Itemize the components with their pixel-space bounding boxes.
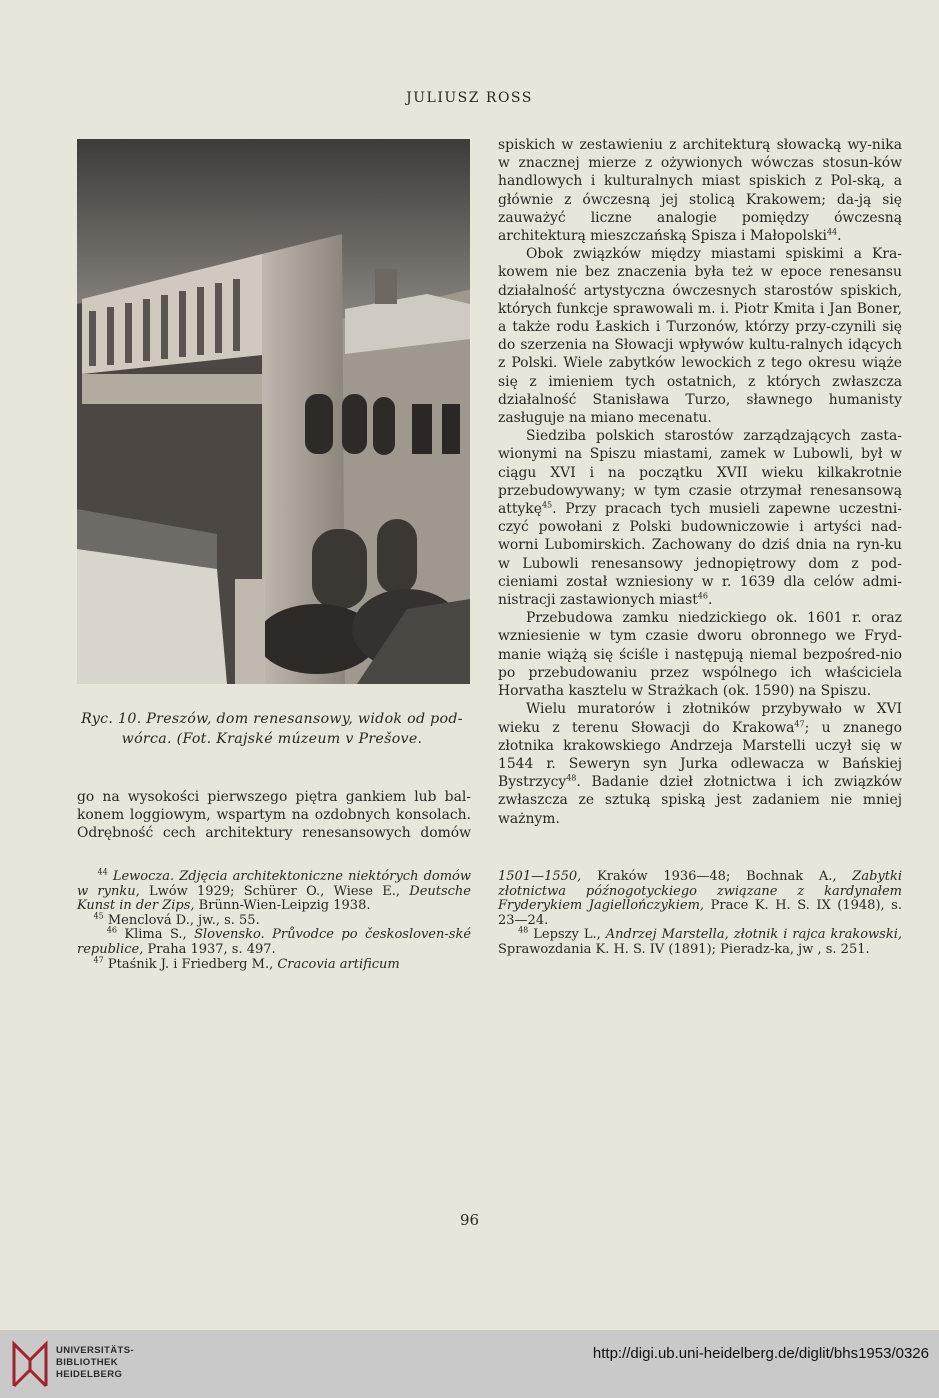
figure-photo [77, 139, 470, 684]
paragraph: spiskich w zestawieniu z architekturą słowacką wy-nika w znacznej mierze z ożywionych wówczas stosun-ków handlowych i kulturalnych miast spiskich z Pol-ską, a głównie z ówczesną jej stolicą Krakowem; da-ją się zauważyć liczne analogie pomiędzy ówczesną architekturą mieszczańską Spisza i Małopolski$^{44}$. [498, 137, 902, 245]
paragraph: Siedziba polskich starostów zarządzających zasta-wionymi na Spiszu miastami, zamek w Lubowli, był w ciągu XVI i na początku XVII wieku kilkakrotnie przebudowywany; w tym czasie otrzymał renesansową attykę$^{45}$. Przy pracach tych musieli zapewne uczestni-czyć powołani z Polski budowniczowie i artyści nad-worni Lubomirskich. Zachowany do dziś dnia na ryn-ku w Lubowli renesansowy jednopiętrowy dom z pod-cieniami został wzniesiony w r. 1639 dla celów admi-nistracji zastawionych miast$^{46}$. [498, 428, 902, 609]
left-column-text [77, 788, 471, 843]
caption-line: wórca. (Fot. Krajské múzeum v Prešove. [121, 731, 423, 747]
university-library-logo-icon [10, 1340, 50, 1388]
footnotes-left [77, 867, 472, 972]
footnote-46: $^{46}$ Klima S., Slovensko. Průvodce po českosloven-ské republice, Praha 1937, s. 497. [77, 926, 472, 957]
caption-line: Ryc. 10. Preszów, dom renesansowy, widok od pod- [81, 711, 463, 727]
paragraph: Przebudowa zamku niedzickiego ok. 1601 r. oraz wzniesienie w tym czasie dworu obronnego we Fryd-manie wiążą się ściśle i następują niemal bezpośred-nio po przebudowaniu przez wspólnego ich właściciela Horvatha kasztelu w Strażkach (ok. 1590) na Spiszu. [498, 610, 902, 700]
figure-caption [66, 709, 478, 749]
library-footer-bar [0, 1330, 939, 1398]
permalink-url[interactable]: http://digi.ub.uni-heidelberg.de/diglit/bhs1953/0326 [592, 1345, 929, 1362]
paragraph: Obok związków między miastami spiskimi a Kra-kowem nie bez znaczenia była też w epoce renesansu działalność artystyczna ówczesnych starostów spiskich, których funkcje sprawowali m. i. Piotr Kmita i Jan Boner, a także rodu Łaskich i Turzonów, którzy przy-czynili się do szerzenia na Słowacji wpływów kultu-ralnych idących z Polski. Wiele zabytków lewockich z tego okresu wiąże się z imieniem tych ostatnich, z których zwłaszcza działalność Stanisława Turzo, sławnego humanisty zasługuje na miano mecenatu. [498, 246, 902, 427]
footnote-ref: 47 [794, 718, 805, 728]
footnotes-right [498, 870, 902, 958]
right-column-text [498, 136, 902, 828]
text-line: go na wysokości pierwszego piętra gankiem lub bal- [77, 789, 471, 805]
text-line: konem loggiowym, wspartym na ozdobnych konsolach. [77, 807, 471, 824]
footnote-ref: 46 [697, 591, 708, 601]
footnote-44: $^{44}$ Lewocza. Zdjęcia architektoniczne niektórych domów w rynku, Lwów 1929; Schürer O., Wiese E., Deutsche Kunst in der Zips, Brünn-Wien-Leipzig 1938. [77, 867, 472, 914]
footnote-47-continued: 1501—1550, Kraków 1936—48; Bochnak A., Zabytki złotnictwa późnogotyckiego związane z kardynałem Fryderykiem Jagiellończykiem, Prace K. H. S. IX (1948), s. 23—24. [498, 869, 902, 928]
paragraph: Wielu muratorów i złotników przybywało w XVI wieku z terenu Słowacji do Krakowa$^{47}$; u znanego złotnika krakowskiego Andrzeja Marstelli uczył się w 1544 r. Seweryn syn Jurka odlewacza w Bańskiej Bystrzycy$^{48}$. Badanie dzieł złotnictwa i ich związków zwłaszcza ze sztuką spiską jest zadaniem nie mniej ważnym. [498, 701, 902, 827]
text-line: Odrębność cech architektury renesansowych domów [77, 825, 471, 842]
footnote-ref: 45 [541, 500, 553, 510]
running-head: JULIUSZ ROSS [406, 90, 533, 106]
library-name: UNIVERSITÄTS- BIBLIOTHEK HEIDELBERG [56, 1345, 135, 1380]
footnote-48: $^{48}$ Lepszy L., Andrzej Marstella, złotnik i rajca krakowski, Sprawozdania K. H. S. IV (1891); Pieradz-ka, jw , s. 251. [498, 926, 902, 957]
footnote-ref: 48 [566, 773, 577, 783]
footnote-ref: 44 [826, 227, 838, 237]
footnote-45: $^{45}$ Menclová D., jw., s. 55. [93, 911, 260, 928]
page-number: 96 [459, 1211, 480, 1229]
footnote-47: $^{47}$ Ptaśnik J. i Friedberg M., Cracovia artificum [93, 955, 400, 972]
renaissance-house-photo [77, 139, 470, 684]
